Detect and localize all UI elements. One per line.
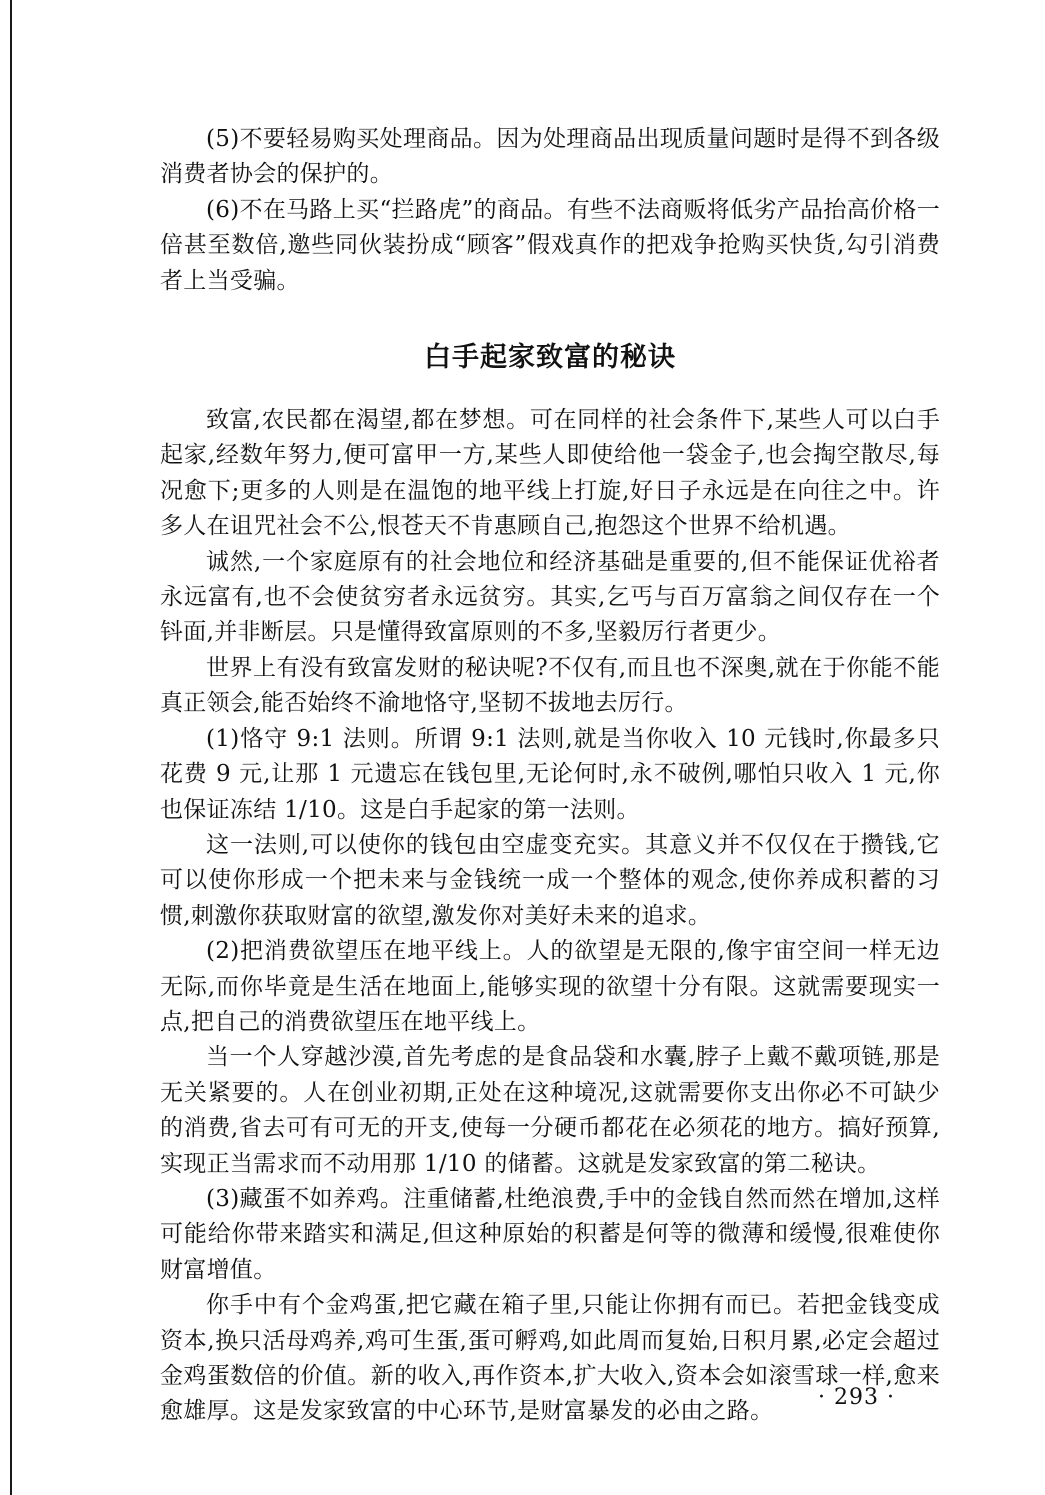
book-page — [160, 122, 940, 1430]
paragraph-rule-1-meaning: 这一法则,可以使你的钱包由空虚变充实。其意义并不仅仅在于攒钱,它可以使你形成一个把未来与金钱统一成一个整体的观念,使你养成积蓄的习惯,刺激你获取财富的欲望,激发你对美好未来的追求。 — [160, 831, 940, 929]
paragraph-rule-1: (1)恪守 9:1 法则。所谓 9:1 法则,就是当你收入 10 元钱时,你最多只花费 9 元,让那 1 元遗忘在钱包里,无论何时,永不破例,哪怕只收入 1 元,你也保证冻结 1/10。这是白手起家的第一法则。 — [160, 725, 940, 823]
paragraph-desert-example: 当一个人穿越沙漠,首先考虑的是食品袋和水囊,脖子上戴不戴项链,那是无关紧要的。人在创业初期,正处在这种境况,这就需要你支出你必不可缺少的消费,省去可有可无的开支,使每一分硬币都花在必须花的地方。搞好预算,实现正当需求而不动用那 1/10 的储蓄。这就是发家致富的第二秘诀。 — [160, 1044, 940, 1177]
paragraph-secret-question: 世界上有没有致富发财的秘诀呢?不仅有,而且也不深奥,就在于你能不能真正领会,能否始终不渝地恪守,坚韧不拔地去厉行。 — [160, 654, 940, 717]
section-heading: 白手起家致富的秘诀 — [424, 342, 676, 374]
paragraph-rule-3: (3)藏蛋不如养鸡。注重储蓄,杜绝浪费,手中的金钱自然而然在增加,这样可能给你带来踏实和满足,但这种原始的积蓄是何等的微薄和缓慢,很难使你财富增值。 — [160, 1185, 940, 1283]
page-left-edge — [10, 0, 12, 1495]
paragraph-item-5: (5)不要轻易购买处理商品。因为处理商品出现质量问题时是得不到各级消费者协会的保护的。 — [160, 126, 940, 188]
paragraph-family-status: 诚然,一个家庭原有的社会地位和经济基础是重要的,但不能保证优裕者永远富有,也不会使贫穷者永远贫穷。其实,乞丐与百万富翁之间仅存在一个钭面,并非断层。只是懂得致富原则的不多,坚毅厉行者更少。 — [160, 548, 940, 646]
paragraph-golden-egg: 你手中有个金鸡蛋,把它藏在箱子里,只能让你拥有而已。若把金钱变成资本,换只活母鸡养,鸡可生蛋,蛋可孵鸡,如此周而复始,日积月累,必定会超过金鸡蛋数倍的价值。新的收入,再作资本,扩大收入,资本会如滚雪球一样,愈来愈雄厚。这是发家致富的中心环节,是财富暴发的必由之路。 — [160, 1292, 940, 1425]
paragraph-item-6: (6)不在马路上买“拦路虎”的商品。有些不法商贩将低劣产品抬高价格一倍甚至数倍,邀些同伙装扮成“顾客”假戏真作的把戏争抢购买快货,勾引消费者上当受骗。 — [160, 196, 940, 294]
page-number: · 293 · — [818, 1385, 895, 1410]
paragraph-intro: 致富,农民都在渴望,都在梦想。可在同样的社会条件下,某些人可以白手起家,经数年努力,便可富甲一方,某些人即使给他一袋金子,也会掏空散尽,每况愈下;更多的人则是在温饱的地平线上打旋,好日子永远是在向往之中。许多人在诅咒社会不公,恨苍天不肯惠顾自己,抱怨这个世界不给机遇。 — [160, 407, 940, 540]
paragraph-rule-2: (2)把消费欲望压在地平线上。人的欲望是无限的,像宇宙空间一样无边无际,而你毕竟是生活在地面上,能够实现的欲望十分有限。这就需要现实一点,把自己的消费欲望压在地平线上。 — [160, 938, 940, 1035]
